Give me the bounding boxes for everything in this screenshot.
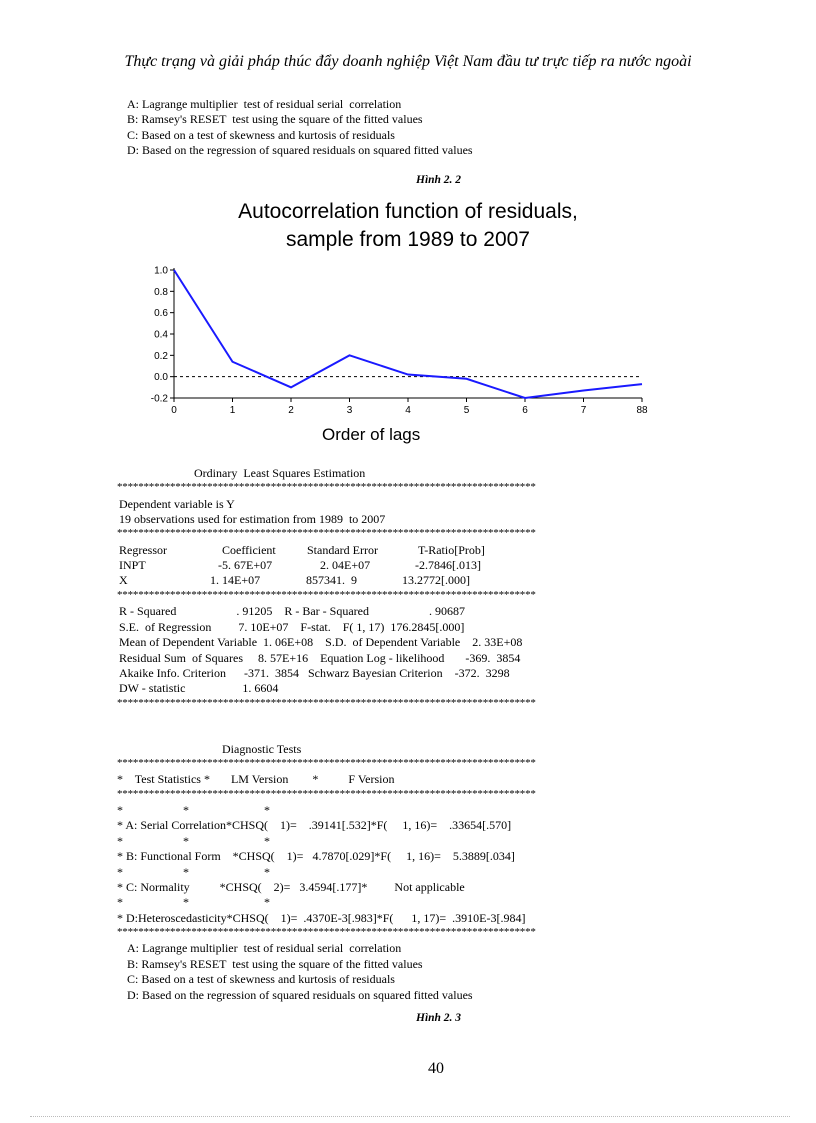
- x-tick-label: 88: [636, 405, 648, 416]
- y-tick-label: 0.0: [154, 372, 168, 384]
- x-tick-label: 7: [580, 405, 587, 416]
- table-row-tratio: -2.7846[.013]: [415, 558, 481, 572]
- table-row-regressor: INPT: [119, 558, 146, 572]
- acf-chart: [130, 258, 670, 423]
- note-bottom-d: D: Based on the regression of squared residuals on squared fitted values: [127, 988, 473, 1002]
- diagnostic-line: * A: Serial Correlation*CHSQ( 1)= .39141[.532]*F( 1, 16)= .33654[.570]: [117, 818, 512, 832]
- stat-line: DW - statistic 1. 6604: [119, 681, 279, 695]
- chart-title-line-1: Autocorrelation function of residuals,: [238, 200, 578, 223]
- table-row-std-error: 2. 04E+07: [320, 558, 371, 572]
- table-header-coefficient: Coefficient: [222, 543, 276, 557]
- page-bottom-border: [30, 1116, 790, 1117]
- stat-line: Residual Sum of Squares 8. 57E+16 Equation Log - likelihood -369. 3854: [119, 651, 521, 665]
- stars-separator: *******************************************************************************: [117, 757, 536, 769]
- observations: 19 observations used for estimation from 1989 to 2007: [119, 512, 386, 526]
- stat-line: R - Squared . 91205 R - Bar - Squared . 90687: [119, 604, 465, 618]
- table-header-tratio: T-Ratio[Prob]: [418, 543, 485, 557]
- ols-title: Ordinary Least Squares Estimation: [194, 466, 366, 480]
- table-header-regressor: Regressor: [119, 543, 167, 557]
- figure-caption-2-3: Hình 2. 3: [416, 1012, 462, 1024]
- stars-separator: *******************************************************************************: [117, 589, 536, 601]
- x-axis-label: Order of lags: [322, 425, 421, 444]
- stars-separator: *******************************************************************************: [117, 481, 536, 493]
- stars-separator: *******************************************************************************: [117, 926, 536, 938]
- diagnostic-line: * D:Heteroscedasticity*CHSQ( 1)= .4370E-3[.983]*F( 1, 17)= .3910E-3[.984]: [117, 911, 526, 925]
- chart-axes: [174, 268, 642, 398]
- dependent-variable: Dependent variable is Y: [119, 497, 235, 511]
- chart-ticks: [151, 266, 648, 417]
- table-row-tratio: 13.2772[.000]: [402, 573, 470, 587]
- stat-line: Akaike Info. Criterion -371. 3854 Schwarz Bayesian Criterion -372. 3298: [119, 666, 510, 680]
- note-top-a: A: Lagrange multiplier test of residual serial correlation: [127, 97, 402, 111]
- diagnostic-line: * * *: [117, 834, 270, 848]
- table-header-std-error: Standard Error: [307, 543, 378, 557]
- note-top-b: B: Ramsey's RESET test using the square of the fitted values: [127, 112, 423, 126]
- chart-title-line-2: sample from 1989 to 2007: [286, 228, 530, 251]
- x-tick-label: 4: [405, 405, 411, 416]
- x-tick-label: 6: [522, 405, 528, 416]
- note-bottom-b: B: Ramsey's RESET test using the square of the fitted values: [127, 957, 423, 971]
- stars-separator: *******************************************************************************: [117, 527, 536, 539]
- note-bottom-c: C: Based on a test of skewness and kurtosis of residuals: [127, 972, 395, 986]
- table-row-coefficient: -5. 67E+07: [218, 558, 273, 572]
- y-tick-label: 0.8: [154, 286, 168, 298]
- diagnostic-title: Diagnostic Tests: [222, 742, 302, 756]
- diagnostic-header: * Test Statistics * LM Version * F Version: [117, 772, 395, 786]
- note-bottom-a: A: Lagrange multiplier test of residual serial correlation: [127, 941, 402, 955]
- x-tick-label: 2: [288, 405, 294, 416]
- stars-separator: *******************************************************************************: [117, 788, 536, 800]
- y-tick-label: 0.4: [154, 329, 168, 341]
- x-tick-label: 5: [463, 405, 470, 416]
- note-top-d: D: Based on the regression of squared residuals on squared fitted values: [127, 143, 473, 157]
- y-tick-label: -0.2: [150, 393, 168, 405]
- acf-series-line: [174, 270, 642, 398]
- table-row-std-error: 857341. 9: [306, 573, 357, 587]
- y-tick-label: 0.2: [154, 350, 168, 362]
- x-tick-label: 1: [229, 405, 236, 416]
- diagnostic-line: * B: Functional Form *CHSQ( 1)= 4.7870[.029]*F( 1, 16)= 5.3889[.034]: [117, 849, 515, 863]
- note-top-c: C: Based on a test of skewness and kurtosis of residuals: [127, 128, 395, 142]
- y-tick-label: 0.6: [154, 308, 168, 320]
- stat-line: S.E. of Regression 7. 10E+07 F-stat. F( 1, 17) 176.2845[.000]: [119, 620, 465, 634]
- table-row-regressor: X: [119, 573, 128, 587]
- diagnostic-line: * * *: [117, 803, 270, 817]
- x-tick-label: 0: [171, 405, 177, 416]
- diagnostic-line: * * *: [117, 865, 270, 879]
- table-row-coefficient: 1. 14E+07: [210, 573, 261, 587]
- page-header: Thực trạng và giải pháp thúc đẩy doanh nghiệp Việt Nam đầu tư trực tiếp ra nước ngoài: [124, 53, 692, 70]
- diagnostic-line: * C: Normality *CHSQ( 2)= 3.4594[.177]* Not applicable: [117, 880, 465, 894]
- page-number: 40: [428, 1060, 444, 1077]
- figure-caption-2-2: Hình 2. 2: [416, 174, 462, 186]
- stat-line: Mean of Dependent Variable 1. 06E+08 S.D. of Dependent Variable 2. 33E+08: [119, 635, 523, 649]
- stars-separator: *******************************************************************************: [117, 697, 536, 709]
- y-tick-label: 1.0: [154, 265, 168, 277]
- x-tick-label: 3: [346, 405, 353, 416]
- diagnostic-line: * * *: [117, 895, 270, 909]
